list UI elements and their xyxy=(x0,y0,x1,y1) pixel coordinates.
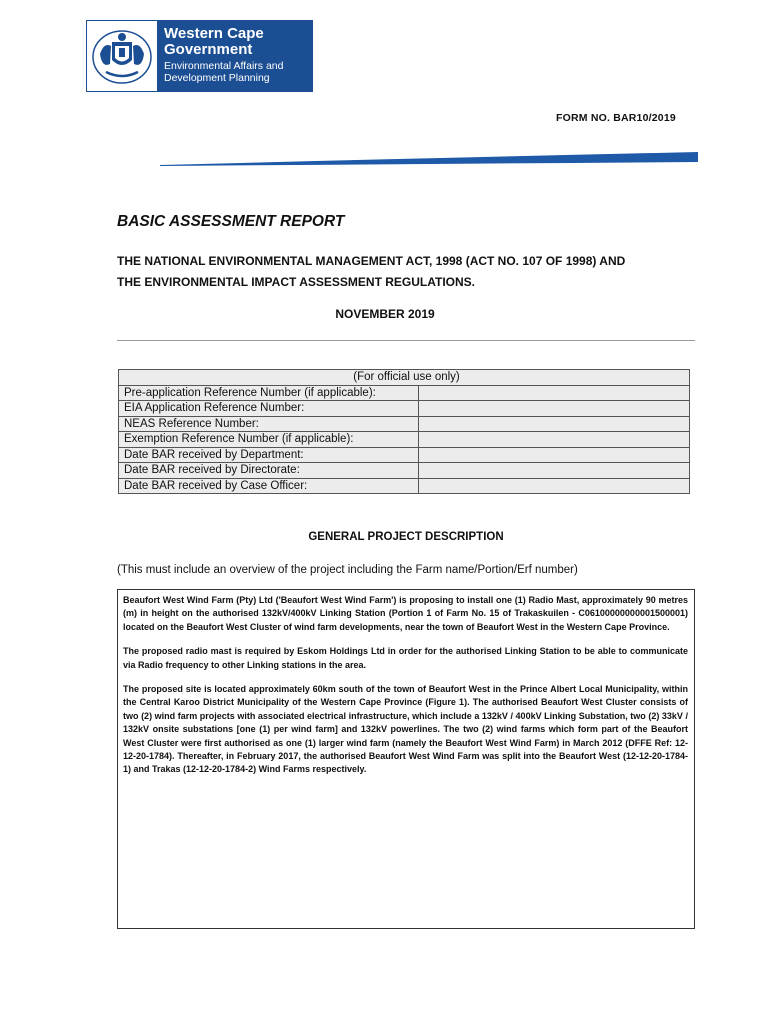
row-value xyxy=(419,385,690,401)
table-row xyxy=(119,385,690,401)
row-label: NEAS Reference Number: xyxy=(119,416,419,432)
table-row xyxy=(119,416,690,432)
description-paragraph: Beaufort West Wind Farm (Pty) Ltd ('Beaufort West Wind Farm') is proposing to install one (1) Radio Mast, approximately 90 metres (m) in height on the authorised 132kV/400kV Linking Station (Portion 1 of Farm No. 15 of Trakaskuilen - C06100000000001500001) located on the Beaufort West Cluster of wind farm developments, near the town of Beaufort West in the Western Cape Province. xyxy=(123,595,688,632)
coat-of-arms-icon xyxy=(87,21,157,91)
government-logo xyxy=(86,20,313,92)
official-use-heading: (For official use only) xyxy=(119,370,690,386)
row-label: Date BAR received by Case Officer: xyxy=(119,478,419,494)
header-swoosh xyxy=(160,150,700,168)
table-row xyxy=(119,463,690,479)
table-row xyxy=(119,432,690,448)
act-title: THE NATIONAL ENVIRONMENTAL MANAGEMENT ACT, 1998 (ACT NO. 107 OF 1998) AND THE ENVIRONMENTAL IMPACT ASSESSMENT REGULATIONS. xyxy=(117,254,626,289)
divider xyxy=(117,340,695,341)
description-paragraph: The proposed site is located approximately 60km south of the town of Beaufort West in the Prince Albert Local Municipality, within the Central Karoo District Municipality of the Western Cape Province (Figure 1). The authorised Beaufort West Cluster consists of two (2) wind farm projects with associated electrical infrastructure, which include a 132kV / 400kV Linking Substation, two (2) 33kV / 132kV onsite substations [one (1) per wind farm] and 132kV powerlines. The two (2) wind farms which form part of the Beaufort West Cluster were first authorised as one (1) larger wind farm (namely the Beaufort West Wind Farm) in March 2012 (DFFE Ref: 12-12-20-1784). Thereafter, in February 2017, the authorised Beaufort West Wind Farm was split into the Beaufort West (12-12-20-1784-1) and Trakas (12-12-20-1784-2) Wind Farms respectively. xyxy=(123,684,688,775)
logo-text xyxy=(157,21,312,91)
row-value xyxy=(419,463,690,479)
form-number: FORM NO. BAR10/2019 xyxy=(556,112,676,124)
row-label: Date BAR received by Directorate: xyxy=(119,463,419,479)
org-name: Western Cape Government xyxy=(164,25,264,58)
official-use-table xyxy=(118,369,690,494)
table-header-row xyxy=(119,370,690,386)
section-heading: GENERAL PROJECT DESCRIPTION xyxy=(308,531,504,543)
report-date: NOVEMBER 2019 xyxy=(335,307,435,321)
row-label: Pre-application Reference Number (if applicable): xyxy=(119,385,419,401)
table-row xyxy=(119,447,690,463)
row-value xyxy=(419,447,690,463)
row-value xyxy=(419,478,690,494)
row-label: Exemption Reference Number (if applicable): xyxy=(119,432,419,448)
report-title: BASIC ASSESSMENT REPORT xyxy=(117,213,345,230)
section-note: (This must include an overview of the project including the Farm name/Portion/Erf number) xyxy=(117,564,578,576)
row-value xyxy=(419,432,690,448)
description-paragraph: The proposed radio mast is required by Eskom Holdings Ltd in order for the authorised Linking Station to be able to communicate via Radio frequency to other Linking stations in the area. xyxy=(123,646,688,670)
row-value xyxy=(419,401,690,417)
row-label: Date BAR received by Department: xyxy=(119,447,419,463)
row-label: EIA Application Reference Number: xyxy=(119,401,419,417)
project-description-box xyxy=(117,589,695,929)
table-row xyxy=(119,401,690,417)
table-row xyxy=(119,478,690,494)
department-name: Environmental Affairs and Development Planning xyxy=(164,60,284,84)
row-value xyxy=(419,416,690,432)
